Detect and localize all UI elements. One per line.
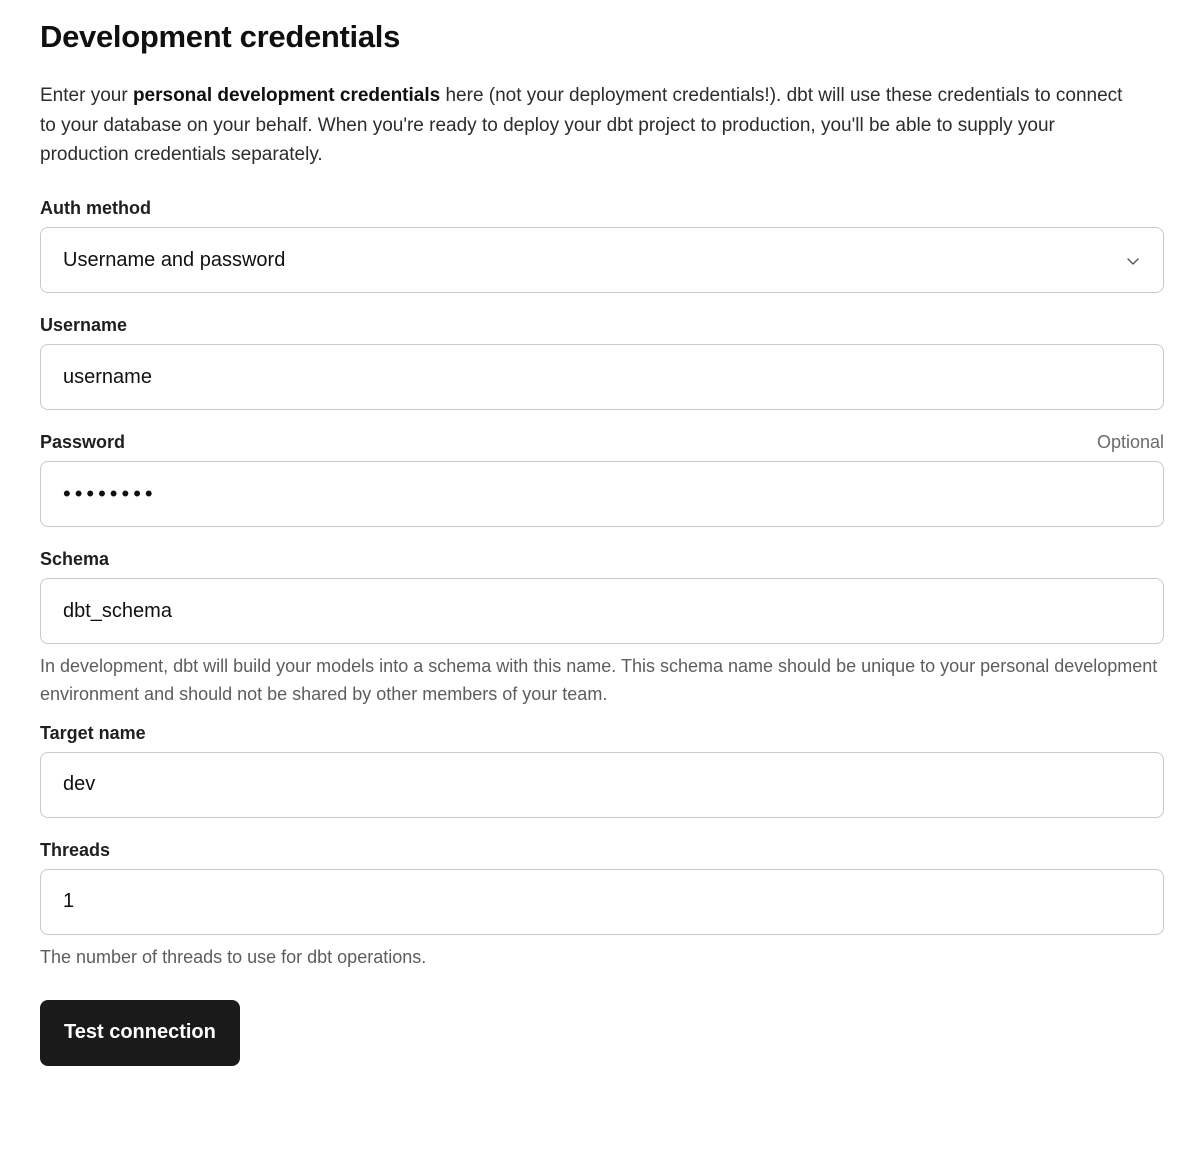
- schema-helper-text: In development, dbt will build your models into a schema with this name. This schema name should be unique to your personal development environment and should not be shared by other members of your team.: [40, 656, 1158, 704]
- password-label: Password: [40, 432, 126, 453]
- username-label-row: [40, 315, 1164, 336]
- username-label: Username: [40, 315, 128, 336]
- test-connection-button[interactable]: Test connection: [40, 1000, 240, 1066]
- intro-text-after: here (not your deployment credentials!). dbt will use these credentials to connect to your database on your behalf. When you're ready to deploy your dbt project to production, you'll be able to supply your production credentials separately.: [40, 85, 1123, 166]
- threads-label: Threads: [40, 839, 111, 860]
- schema-input[interactable]: dbt_schema: [40, 578, 1164, 644]
- password-label-row: [40, 432, 1164, 453]
- auth-method-label: Auth method: [40, 198, 151, 219]
- password-optional-badge: Optional: [1096, 432, 1164, 453]
- schema-label-row: [40, 549, 1164, 570]
- auth-method-select[interactable]: [40, 227, 1164, 293]
- field-auth-method: [40, 198, 1164, 293]
- auth-method-label-row: [40, 198, 1164, 219]
- field-schema: [40, 549, 1164, 709]
- password-input[interactable]: [40, 461, 1164, 527]
- field-username: [40, 315, 1164, 410]
- intro-text-before: Enter your: [40, 85, 133, 107]
- field-target-name: [40, 723, 1164, 818]
- chevron-down-icon: [1125, 252, 1141, 268]
- username-input[interactable]: username: [40, 344, 1164, 410]
- target-name-input[interactable]: dev: [40, 752, 1164, 818]
- target-name-label-row: [40, 723, 1164, 744]
- intro-paragraph: [40, 81, 1140, 170]
- page-title: Development credentials: [40, 19, 401, 54]
- field-threads: [40, 840, 1164, 972]
- auth-method-selected-value: Username and password: [63, 248, 286, 271]
- target-name-label: Target name: [40, 722, 146, 743]
- schema-label: Schema: [40, 549, 110, 570]
- threads-input[interactable]: 1: [40, 869, 1164, 935]
- field-password: [40, 432, 1164, 527]
- password-masked-value: ••••••••: [63, 481, 157, 507]
- threads-helper-text: The number of threads to use for dbt operations.: [40, 946, 427, 967]
- intro-text-emphasis: personal development credentials: [132, 85, 441, 107]
- threads-label-row: [40, 840, 1164, 861]
